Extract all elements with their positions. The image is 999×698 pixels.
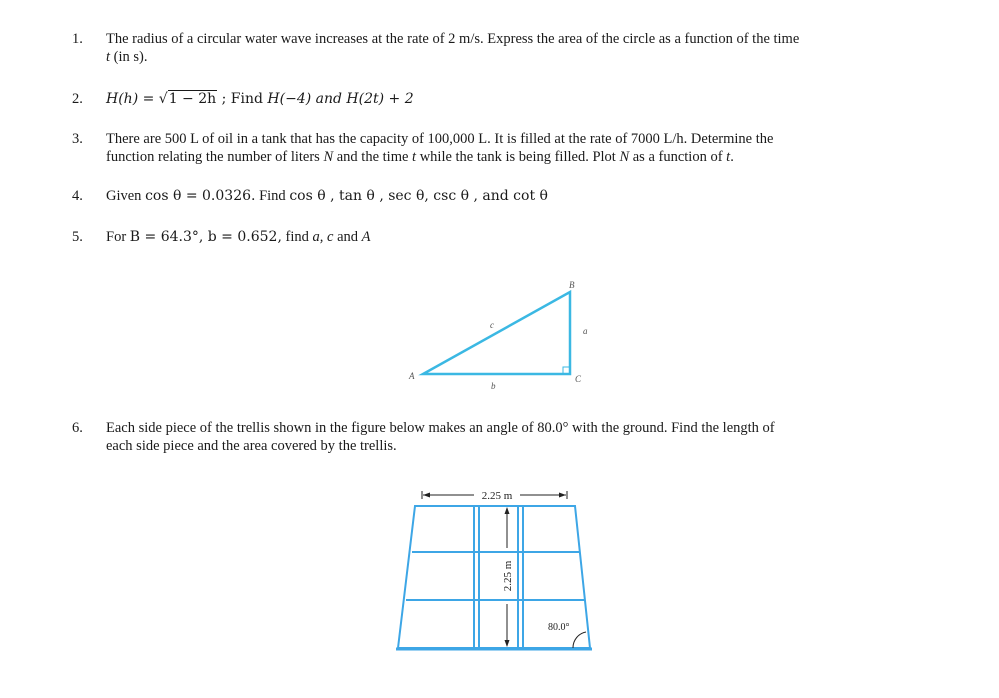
text-fragment: Find — [255, 188, 290, 204]
vertex-label-B: B — [569, 280, 575, 290]
text-fragment: as a function of — [629, 149, 727, 165]
variable-N: N — [619, 149, 630, 165]
problem-text — [106, 130, 906, 166]
math-expression: H(−4) and H(2t) + 2 — [267, 91, 414, 107]
angle-arc — [573, 632, 586, 648]
math-expression: cos θ , tan θ , sec θ, csc θ , and cot θ — [289, 188, 548, 204]
side-label-a: a — [583, 326, 588, 336]
variables: a, c — [312, 229, 334, 245]
problem-number: 3. — [72, 131, 83, 147]
text-fragment: Given — [106, 188, 146, 204]
problem-line — [106, 48, 906, 66]
text-fragment: (in s). — [110, 49, 148, 65]
text-fragment: For — [106, 229, 130, 245]
problem-line — [106, 148, 906, 166]
top-width-label: 2.25 m — [481, 490, 513, 502]
variable-t: t — [412, 149, 417, 165]
text-fragment: while the tank is being filled. Plot — [416, 149, 620, 165]
trellis-figure — [390, 480, 600, 655]
text-fragment: function relating the number of liters — [106, 149, 324, 165]
variable-A: A — [361, 229, 371, 245]
problem-line: each side piece and the area covered by the trellis. — [106, 438, 397, 454]
variable-t: t — [726, 149, 731, 165]
math-expression: H(h) = — [106, 91, 159, 107]
angle-label: 80.0° — [548, 622, 570, 633]
problem-line: There are 500 L of oil in a tank that has the capacity of 100,000 L. It is filled at the rate of 7000 L/h. Determine the — [106, 131, 774, 147]
right-triangle-figure — [395, 272, 615, 397]
problem-text — [106, 228, 906, 246]
vertex-label-C: C — [575, 374, 582, 384]
text-fragment: ; Find — [217, 91, 268, 107]
height-label: 2.25 m — [502, 560, 514, 592]
problem-text — [106, 187, 906, 205]
text-fragment: . — [730, 149, 734, 165]
text-fragment: and the time — [333, 149, 413, 165]
text-fragment: find — [281, 229, 313, 245]
side-label-c: c — [490, 320, 494, 330]
math-expression: B = 64.3°, b = 0.652, — [129, 229, 282, 245]
problem-number: 4. — [72, 188, 83, 204]
sqrt-symbol: √ — [158, 91, 168, 107]
problem-text — [106, 90, 906, 108]
problem-number: 5. — [72, 229, 83, 245]
variable-N: N — [323, 149, 334, 165]
problem-text — [106, 419, 906, 455]
problem-line: Each side piece of the trellis shown in the figure below makes an angle of 80.0° with the ground. Find the length of — [106, 420, 775, 436]
problem-number: 1. — [72, 31, 83, 47]
sqrt-radicand: 1 − 2h — [168, 91, 217, 107]
problem-text — [106, 30, 906, 66]
vertex-label-A: A — [409, 371, 415, 381]
problem-number: 6. — [72, 420, 83, 436]
math-expression: cos θ = 0.0326. — [145, 188, 256, 204]
problem-line: The radius of a circular water wave increases at the rate of 2 m/s. Express the area of the circle as a function of the time — [106, 31, 800, 47]
variable-t: t — [106, 49, 111, 65]
text-fragment: and — [333, 229, 362, 245]
problem-number: 2. — [72, 91, 83, 107]
side-label-b: b — [491, 381, 496, 391]
triangle-shape — [423, 292, 570, 374]
